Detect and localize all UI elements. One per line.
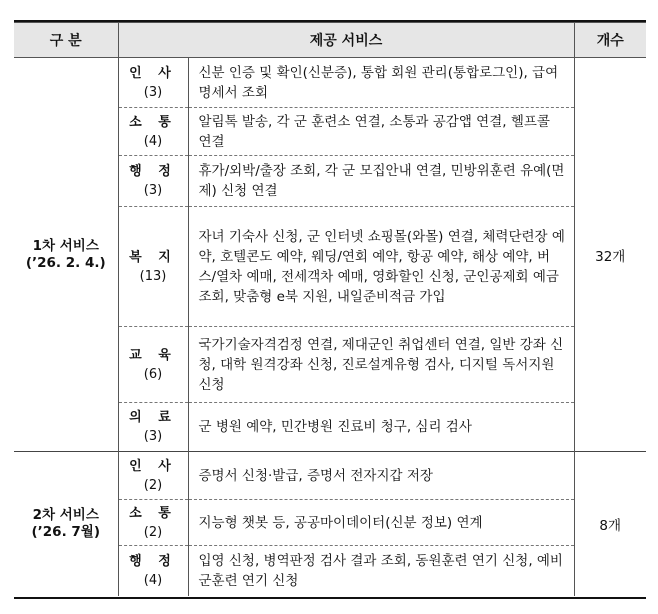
service-text: 국가기술자격검정 연결, 제대군인 취업센터 연결, 일반 강좌 신청, 대학 원격강좌 신청, 진로설계유형 검사, 디지털 독서지원 신청 — [188, 327, 574, 403]
service-text: 군 병원 예약, 민간병원 진료비 청구, 심리 검사 — [188, 403, 574, 452]
category-cell — [118, 156, 188, 207]
category-count: (2) — [143, 477, 163, 493]
category-count: (6) — [143, 366, 163, 382]
table-bottom-rule — [14, 597, 646, 599]
category-cell — [118, 108, 188, 156]
phase-1-total: 32개 — [595, 248, 626, 265]
category-name: 소 통 — [129, 505, 177, 521]
category-name: 행 정 — [129, 553, 177, 569]
category-cell — [118, 207, 188, 327]
category-name: 인 사 — [129, 458, 177, 474]
category-name: 행 정 — [129, 164, 177, 179]
category-count: (3) — [143, 84, 163, 100]
category-name: 교 육 — [129, 347, 177, 363]
category-count: (4) — [143, 572, 163, 588]
header-row — [14, 23, 646, 58]
header-count: 개수 — [574, 23, 646, 58]
service-text: 자녀 기숙사 신청, 군 인터넷 쇼핑몰(와몰) 연결, 체력단련장 예약, 호텔콘도 예약, 웨딩/연회 예약, 항공 예약, 해상 예약, 버스/열차 예매, 전세객차 예매, 영화할인 신청, 군인공제회 예금 조회, 맞춤형 e북 지원, 내일준비적금 가입 — [188, 207, 574, 327]
header-service: 제공 서비스 — [118, 23, 574, 58]
category-count: (3) — [143, 429, 163, 444]
table-row — [14, 452, 646, 500]
category-count: (13) — [139, 268, 167, 284]
category-count: (3) — [143, 183, 163, 198]
category-count: (2) — [143, 524, 163, 540]
category-name: 소 통 — [129, 114, 177, 130]
category-name: 의 료 — [129, 410, 177, 425]
category-cell — [118, 403, 188, 452]
phase-2-total: 8개 — [574, 452, 646, 596]
phase-2-cell — [14, 452, 118, 596]
category-name: 인 사 — [129, 65, 177, 81]
category-cell — [118, 546, 188, 596]
category-cell — [118, 452, 188, 500]
service-text: 입영 신청, 병역판정 검사 결과 조회, 동원훈련 연기 신청, 예비군훈련 연기 신청 — [188, 546, 574, 596]
service-text: 신분 인증 및 확인(신분증), 통합 회원 관리(통합로그인), 급여명세서 조회 — [188, 58, 574, 108]
service-text: 알림톡 발송, 각 군 훈련소 연결, 소통과 공감앱 연결, 헬프콜 연결 — [188, 108, 574, 156]
table-row — [14, 58, 646, 108]
category-count: (4) — [143, 133, 163, 149]
service-text: 증명서 신청·발급, 증명서 전자지갑 저장 — [188, 452, 574, 500]
header-category: 구 분 — [14, 23, 118, 58]
phase-1-cell — [14, 58, 118, 452]
service-text: 지능형 챗봇 등, 공공마이데이터(신분 정보) 연계 — [188, 500, 574, 546]
service-table — [14, 22, 646, 596]
category-cell — [118, 500, 188, 546]
phase-1-date: (’26. 2. 4.) — [25, 254, 106, 271]
category-cell — [118, 58, 188, 108]
phase-2-date: (’26. 7월) — [31, 523, 101, 540]
category-name: 복 지 — [129, 249, 177, 265]
phase-2-label: 2차 서비스 — [32, 506, 99, 523]
service-text: 휴가/외박/출장 조회, 각 군 모집안내 연결, 민방위훈련 유예(면제) 신청 연결 — [188, 156, 574, 207]
phase-1-label: 1차 서비스 — [32, 237, 99, 254]
category-cell — [118, 327, 188, 403]
